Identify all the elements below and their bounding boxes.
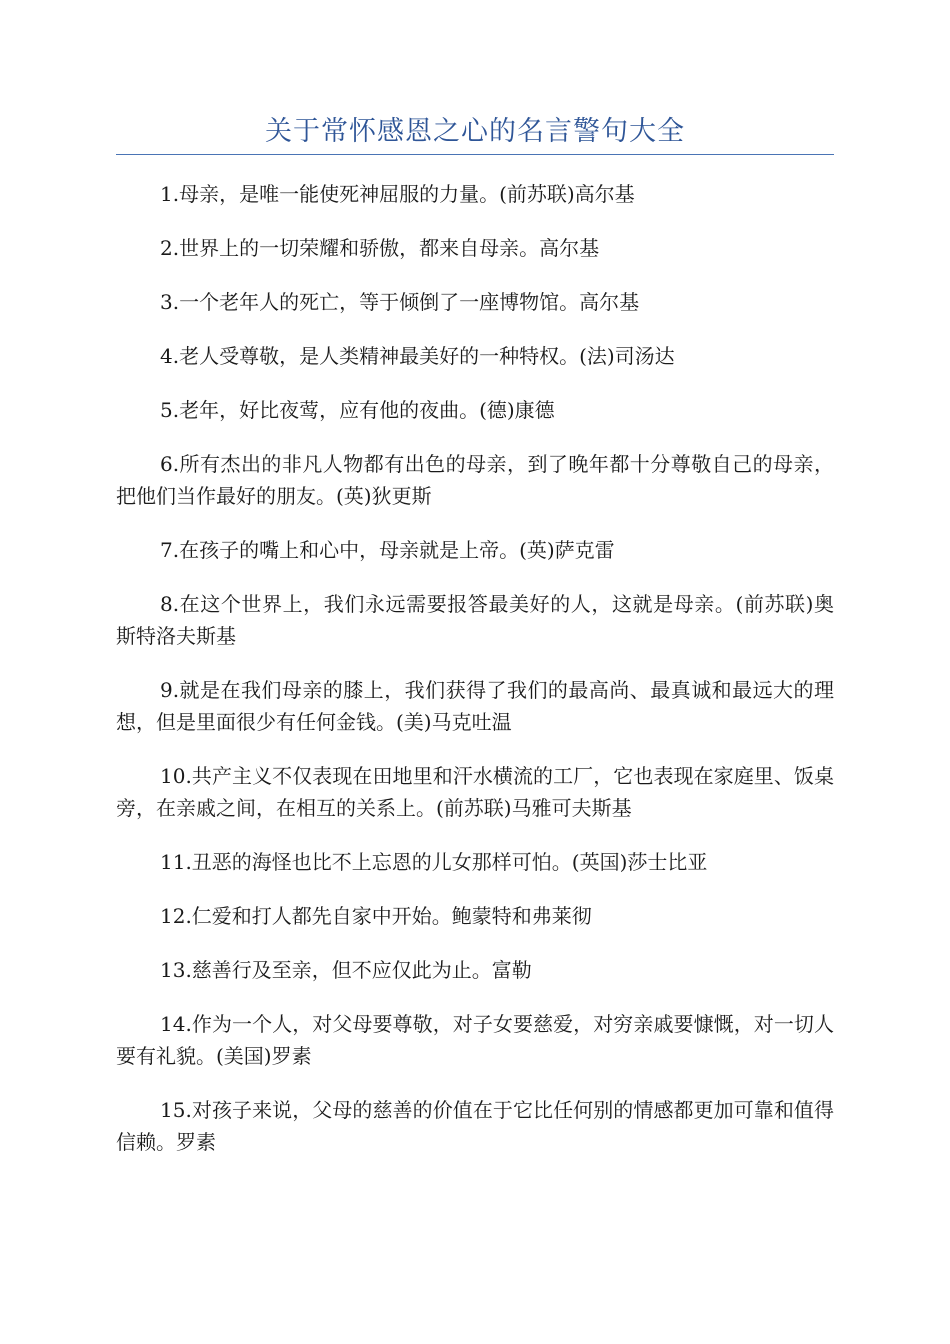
quote-item: 1.母亲，是唯一能使死神屈服的力量。(前苏联)高尔基 (160, 182, 635, 206)
quote-list (116, 178, 834, 1180)
quote-item: 9.就是在我们母亲的膝上，我们获得了我们的最高尚、最真诚和最远大的理想，但是里面很少有任何金钱。(美)马克吐温 (116, 678, 834, 734)
title-underline (116, 154, 834, 155)
quote-item: 5.老年，好比夜莺，应有他的夜曲。(德)康德 (160, 398, 555, 422)
quote-item: 14.作为一个人，对父母要尊敬，对子女要慈爱，对穷亲戚要慷慨，对一切人要有礼貌。(美国)罗素 (116, 1012, 834, 1068)
quote-item: 10.共产主义不仅表现在田地里和汗水横流的工厂，它也表现在家庭里、饭桌旁，在亲戚之间，在相互的关系上。(前苏联)马雅可夫斯基 (116, 764, 834, 820)
quote-item: 12.仁爱和打人都先自家中开始。鲍蒙特和弗莱彻 (160, 904, 592, 928)
quote-item: 11.丑恶的海怪也比不上忘恩的儿女那样可怕。(英国)莎士比亚 (160, 850, 708, 874)
quote-item: 3.一个老年人的死亡，等于倾倒了一座博物馆。高尔基 (160, 290, 640, 314)
quote-item: 4.老人受尊敬，是人类精神最美好的一种特权。(法)司汤达 (160, 344, 675, 368)
quote-item: 8.在这个世界上，我们永远需要报答最美好的人，这就是母亲。(前苏联)奥斯特洛夫斯基 (116, 592, 834, 648)
quote-item: 6.所有杰出的非凡人物都有出色的母亲，到了晚年都十分尊敬自己的母亲，把他们当作最好的朋友。(英)狄更斯 (116, 452, 834, 508)
quote-item: 7.在孩子的嘴上和心中，母亲就是上帝。(英)萨克雷 (160, 538, 615, 562)
quote-item: 13.慈善行及至亲，但不应仅此为止。富勒 (160, 958, 532, 982)
document-title: 关于常怀感恩之心的名言警句大全 (265, 116, 685, 147)
quote-item: 2.世界上的一切荣耀和骄傲，都来自母亲。高尔基 (160, 236, 600, 260)
quote-item: 15.对孩子来说，父母的慈善的价值在于它比任何别的情感都更加可靠和值得信赖。罗素 (116, 1098, 834, 1154)
